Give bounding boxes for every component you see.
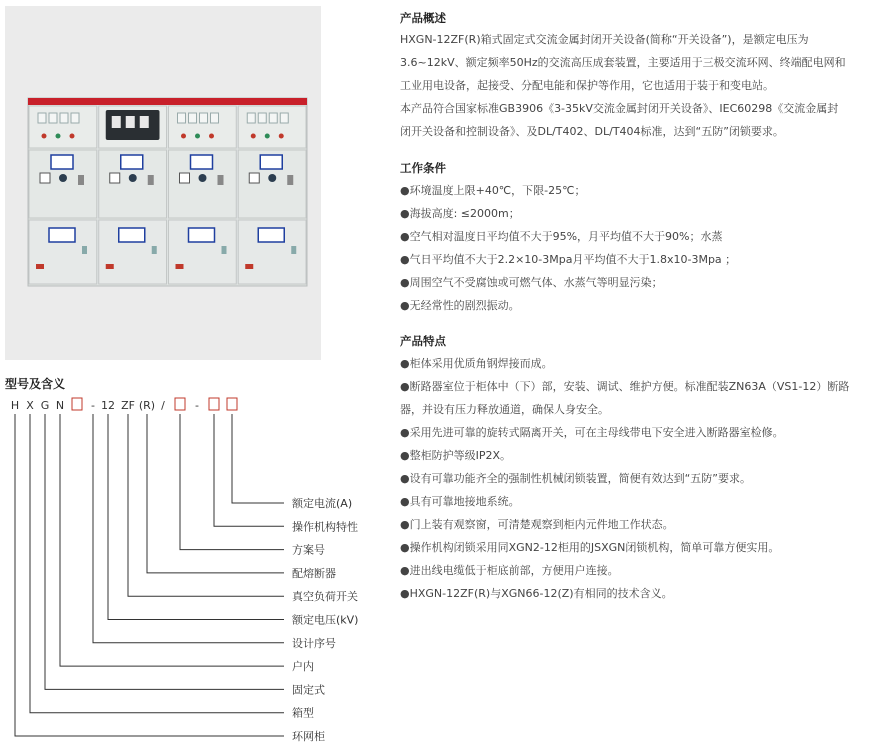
warning-label [176,264,184,269]
condition-line: ●无经常性的剧烈振动。 [400,299,520,312]
feature-line: ●柜体采用优质角钢焊接而成。 [400,357,553,370]
meaning-label: 额定电压(kV) [292,613,359,627]
connector-line [232,414,284,503]
code-char: H [10,399,20,412]
meter-icon [189,113,197,123]
code-char: X [26,399,34,412]
connector-line [60,414,284,666]
code-placeholder-box [227,398,237,410]
nameplate-label [119,228,145,242]
gauge-icon [110,173,120,183]
knob-icon [199,174,207,182]
meter-icon [126,116,135,128]
upper-panel [29,106,97,148]
diagram-label [51,155,73,169]
meter-icon [178,113,186,123]
warning-label [245,264,253,269]
indicator-icon [70,134,75,139]
feature-line: ●整柜防护等级IP2X。 [400,449,512,462]
feature-line: ●进出线电缆低于柜底前部，方便用户连接。 [400,564,619,577]
gauge-icon [249,173,259,183]
indicator-icon [181,134,186,139]
cabinet-top-strip [28,98,307,105]
connector-line [108,414,284,620]
feature-line: ●断路器室位于柜体中（下）部，安装、调试、维护方便。标准配装ZN63A（VS1-12）断路 [400,380,850,393]
meaning-label: 户内 [292,660,314,674]
code-placeholder-box [72,398,82,410]
model-designation-diagram [0,390,389,749]
meter-icon [269,113,277,123]
overview-title: 产品概述 [400,11,446,25]
meter-icon [112,116,121,128]
latch-icon [222,246,227,254]
feature-line: ●操作机构闭锁采用同XGN2-12柜用的JSXGN闭锁机构，简单可靠方便实用。 [400,541,780,554]
latch-icon [82,246,87,254]
connector-line [30,414,284,713]
meaning-label: 额定电流(A) [292,497,353,510]
code-char: - [195,399,199,412]
knob-icon [129,174,137,182]
upper-panel [169,106,237,148]
nameplate-label [49,228,75,242]
meter-icon [200,113,208,123]
feature-line: ●门上装有观察窗，可清楚观察到柜内元件地工作状态。 [400,518,674,531]
meter-icon [71,113,79,123]
overview-line: 闭开关设备和控制设备》、及DL/T402、DL/T404标准，达到“五防”闭锁要求。 [400,125,784,138]
meaning-label: 配熔断器 [292,566,336,580]
gauge-icon [40,173,50,183]
meaning-label: 环网柜 [292,730,325,743]
meter-icon [60,113,68,123]
nameplate-label [258,228,284,242]
meter-icon [280,113,288,123]
meter-icon [258,113,266,123]
feature-line: ●设有可靠功能齐全的强制性机械闭锁装置，简便有效达到“五防”要求。 [400,472,751,485]
handle-icon [287,175,293,185]
connector-line [128,414,284,596]
feature-line: 器，并设有压力释放通道，确保人身安全。 [400,403,609,416]
indicator-icon [42,134,47,139]
warning-label [106,264,114,269]
meaning-label: 设计序号 [292,636,336,650]
features-title: 产品特点 [400,334,446,348]
meter-icon [38,113,46,123]
condition-line: ●海拔高度: ≤2000m； [400,207,520,220]
code-char: / [161,399,165,412]
connector-line [15,414,284,736]
meaning-label: 箱型 [292,706,314,720]
meter-icon [247,113,255,123]
switchgear-cabinet-image [5,6,321,360]
code-char: - [91,399,95,412]
feature-line: ●具有可靠地接地系统。 [400,495,520,508]
overview-line: 工业用电设备，起接受、分配电能和保护等作用，它也适用于装于和变电站。 [400,79,774,92]
code-char: G [40,399,50,412]
feature-line: ●HXGN-12ZF(R)与XGN66-12(Z)有相同的技术含义。 [400,587,673,600]
meaning-label: 固定式 [292,683,325,697]
diagram-label [121,155,143,169]
code-char: (R) [138,399,156,412]
nameplate-label [189,228,215,242]
code-char: 12 [101,399,115,412]
meter-icon [211,113,219,123]
latch-icon [152,246,157,254]
latch-icon [291,246,296,254]
handle-icon [218,175,224,185]
overview-line: HXGN-12ZF(R)箱式固定式交流金属封闭开关设备(简称“开关设备”)，是额定电压为 [400,33,809,46]
knob-icon [59,174,67,182]
connector-line [147,414,284,573]
code-char: ZF [121,399,135,412]
diagram-label [191,155,213,169]
indicator-icon [265,134,270,139]
meaning-label: 真空负荷开关 [292,590,358,604]
diagram-label [260,155,282,169]
meaning-label: 操作机构特性 [292,520,358,534]
indicator-icon [251,134,256,139]
handle-icon [78,175,84,185]
code-placeholder-box [209,398,219,410]
condition-line: ●周围空气不受腐蚀或可燃气体、水蒸气等明显污染； [400,276,663,289]
gauge-icon [180,173,190,183]
connector-line [45,414,284,689]
indicator-icon [209,134,214,139]
overview-line: 本产品符合国家标准GB3906《3-35kV交流金属封闭开关设备》、IEC60298《交流金属封 [400,102,839,115]
handle-icon [148,175,154,185]
feature-line: ●采用先进可靠的旋转式隔离开关，可在主母线带电下安全进入断路器室检修。 [400,426,784,439]
indicator-icon [56,134,61,139]
condition-line: ●空气相对温度日平均值不大于95%，月平均值不大于90%；水蒸 [400,230,723,243]
indicator-icon [195,134,200,139]
condition-line: ●环境温度上限+40℃，下限-25℃； [400,184,586,197]
code-char: N [55,399,65,412]
model-section-title: 型号及含义 [5,377,66,391]
indicator-icon [279,134,284,139]
meter-icon [140,116,149,128]
product-photo [5,6,321,360]
knob-icon [268,174,276,182]
conditions-title: 工作条件 [400,161,446,175]
connector-line [214,414,284,526]
warning-label [36,264,44,269]
upper-panel [238,106,306,148]
condition-line: ●气日平均值不大于2.2×10-3Mpa月平均值不大于1.8x10-3Mpa ； [400,253,737,266]
code-placeholder-box [175,398,185,410]
meaning-label: 方案号 [292,543,325,557]
overview-line: 3.6~12kV、额定频率50Hz的交流高压成套装置，主要适用于三极交流环网、终端配电网和 [400,56,846,69]
meter-icon [49,113,57,123]
connector-line [93,414,284,643]
